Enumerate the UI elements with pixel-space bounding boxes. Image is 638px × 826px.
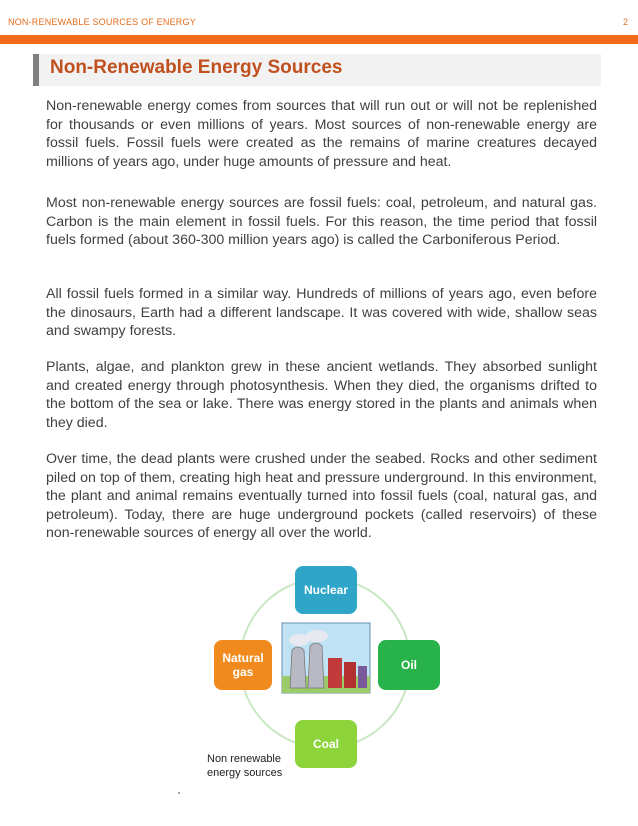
natural-gas-label-1: Natural: [222, 651, 264, 665]
caption-line-1: Non renewable: [207, 753, 281, 765]
page-number: 2: [622, 17, 628, 27]
power-plant-illustration: [282, 623, 370, 693]
figure-caption: [207, 752, 282, 780]
paragraph-5: Over time, the dead plants were crushed under the seabed. Rocks and other sediment piled on top of them, creating high heat and pressure underground. In this environment, the plant and animal remains eventually turned into fossil fuels (coal, natural gas, and petroleum). Today, there are huge underground pockets (called reservoirs) of these non-renewable sources of energy all over the world.: [46, 451, 597, 542]
oil-node: Oil: [378, 640, 440, 690]
paragraph-4: Plants, algae, and plankton grew in these ancient wetlands. They absorbed sunlight and created energy through photosynthesis. When they died, the organisms drifted to the bottom of the sea or lake. There was energy stored in the plants and animals when they died.: [46, 359, 597, 431]
natural-gas-label-2: gas: [232, 665, 254, 679]
section-title: Non-Renewable Energy Sources: [50, 57, 343, 78]
header-bar: [0, 35, 638, 44]
paragraph-2: Most non-renewable energy sources are fossil fuels: coal, petroleum, and natural gas. Carbon is the main element in fossil fuels. For this reason, the time period that fossil fuels formed (about 360-300 million years ago) is called the Carboniferous Period.: [46, 195, 597, 249]
running-header: NON-RENEWABLE SOURCES OF ENERGY: [8, 17, 196, 27]
natural-gas-node: [214, 640, 272, 690]
caption-line-2: energy sources: [207, 767, 283, 779]
stray-dot: [178, 792, 180, 794]
section-title-box: [33, 54, 601, 86]
paragraph-1: Non-renewable energy comes from sources that will run out or will not be replenished for thousands or even millions of years. Most sources of non-renewable energy are fossil fuels. Fossil fuels were created as the remains of marine creatures decayed millions of years ago, under huge amounts of pressure and heat.: [46, 98, 597, 170]
nuclear-node: Nuclear: [295, 566, 357, 614]
paragraph-3: All fossil fuels formed in a similar way. Hundreds of millions of years ago, even before the dinosaurs, Earth had a different landscape. It was covered with wide, shallow seas and swampy forests.: [46, 286, 597, 340]
coal-node: Coal: [295, 720, 357, 768]
